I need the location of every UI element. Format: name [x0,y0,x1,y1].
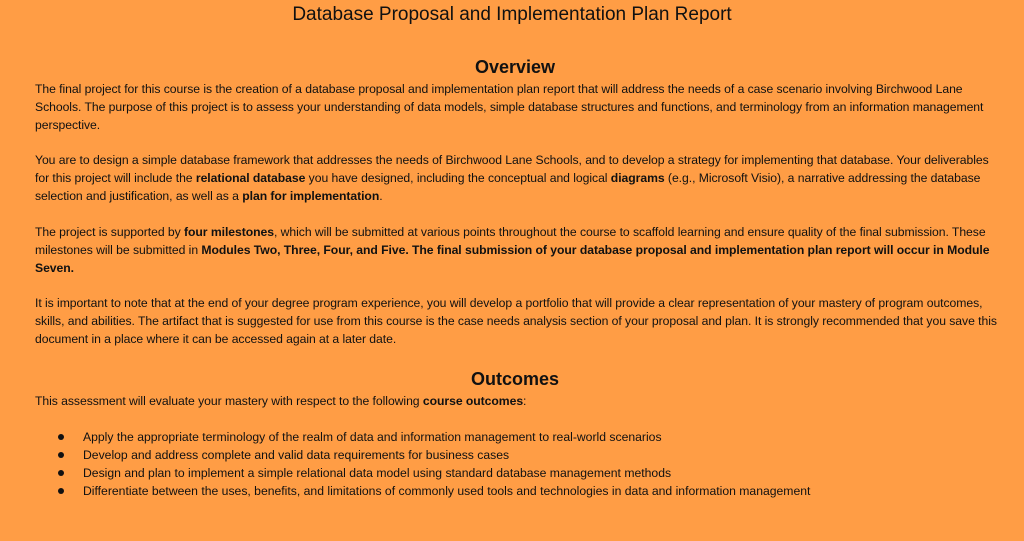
p3-bold-four-milestones: four milestones [184,225,274,239]
overview-paragraph-3 [35,223,1003,277]
bullet-icon [58,488,64,494]
overview-paragraph-2 [35,151,1003,205]
outcomes-list [58,428,998,500]
bullet-icon [58,452,64,458]
outcome-text: Apply the appropriate terminology of the realm of data and information management to real-world scenarios [83,430,662,444]
list-item [58,464,998,482]
outcomes-heading: Outcomes [470,369,560,389]
p2-bold-relational-database: relational database [195,171,306,185]
outcome-text: Develop and address complete and valid data requirements for business cases [83,448,510,462]
p2-bold-plan-for-implementation: plan for implementation [242,189,380,203]
p3-text-1: The project is supported by [35,225,184,239]
list-item [58,428,998,446]
document-title: Database Proposal and Implementation Plan Report [292,4,732,25]
outcomes-intro-text-1: This assessment will evaluate your mastery with respect to the following [35,394,423,408]
outcomes-intro-text-2: : [523,394,527,408]
p2-text-3: (e.g., Microsoft Visio), a narrative addressing the database selection and justification, as well as a [35,171,981,203]
p2-bold-diagrams: diagrams [610,171,665,185]
p2-text-4: . [379,189,383,203]
list-item [58,446,998,464]
overview-paragraph-1: The final project for this course is the creation of a database proposal and implementation plan report that will address the needs of a case scenario involving Birchwood Lane Schools. The purpose of this project is to assess your understanding of data models, simple database structures and functions, and terminology from an information management perspective. [35,82,984,132]
p3-text-2: , which will be submitted at various points throughout the course to scaffold learning and ensure quality of the final submission. These milestones will be submitted in [35,225,986,257]
bullet-icon [58,434,64,440]
outcomes-intro [35,392,1003,410]
p2-text-1: You are to design a simple database framework that addresses the needs of Birchwood Lane Schools, and to develop a strategy for implementing that database. Your deliverables for this project will include the [35,153,989,185]
bullet-icon [58,470,64,476]
outcome-text: Differentiate between the uses, benefits, and limitations of commonly used tools and technologies in data and information management [83,484,811,498]
overview-paragraph-4: It is important to note that at the end of your degree program experience, you will develop a portfolio that will provide a clear representation of your mastery of program outcomes, skills, and abilities. The artifact that is suggested for use from this course is the case needs analysis section of your proposal and plan. It is strongly recommended that you save this document in a place where it can be accessed again at a later date. [35,296,997,346]
outcomes-intro-bold-course-outcomes: course outcomes [422,394,524,408]
overview-heading: Overview [474,57,556,77]
list-item [58,482,998,500]
p3-bold-modules: Modules Two, Three, Four, and Five. The final submission of your database proposal and implementation plan report will occur in Module Seven. [35,243,990,275]
outcome-text: Design and plan to implement a simple relational data model using standard database management methods [83,466,672,480]
p2-text-2: you have designed, including the conceptual and logical [305,171,611,185]
